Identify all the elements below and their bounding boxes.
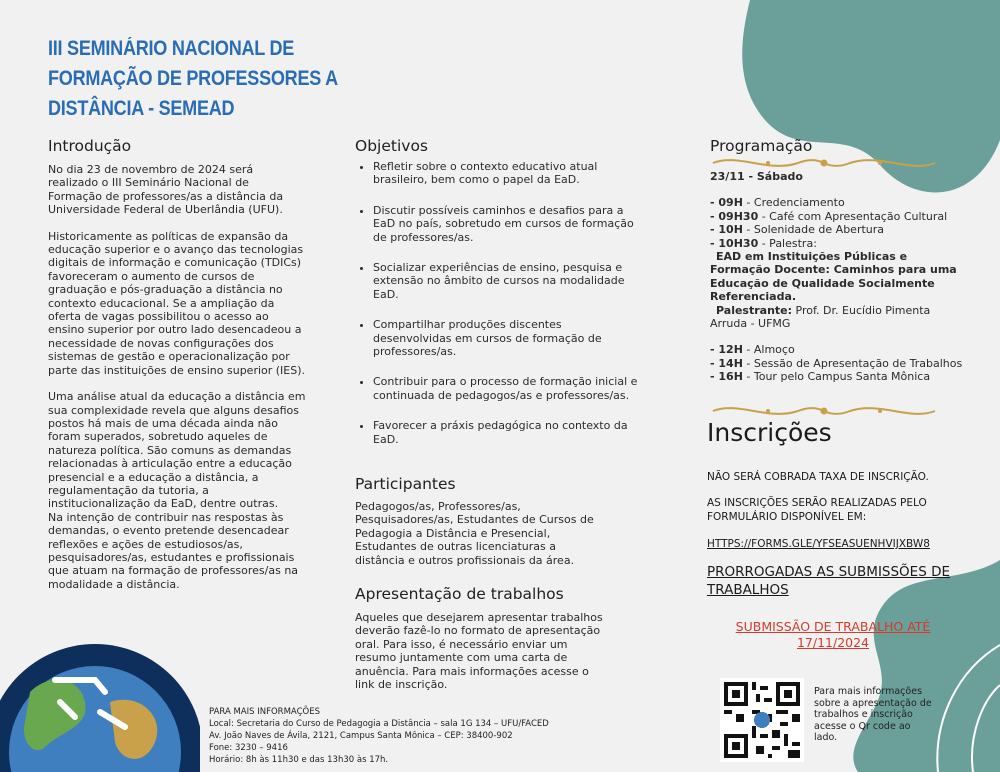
intro-paragraph-3: Uma análise atual da educação a distância em sua complexidade revela que alguns desafios postos há mais de uma década ainda não foram superados, sobretudo aqueles de natureza política. São comuns as demandas relacionadas à articulação entre a educação presencial e a educação a distância, a regulamentação da tutoria, a institucionalização da EaD, dentre outras. bbox=[48, 390, 306, 511]
participantes-text: Pedagogos/as, Professores/as, Pesquisadores/as, Estudantes de Cursos de Pedagogia a Distância e Presencial, Estudantes de outras licenciaturas a distância e outros profissionais da área. bbox=[355, 500, 594, 567]
contact-phone: Fone: 3230 – 9416 bbox=[209, 743, 288, 753]
contact-address: Av. João Naves de Ávila, 2121, Campus Santa Mônica – CEP: 38400-902 bbox=[209, 731, 513, 741]
contact-hours: Horário: 8h às 11h30 e das 13h30 às 17h. bbox=[209, 755, 389, 765]
intro-text bbox=[48, 163, 306, 591]
list-item: • Favorecer a práxis pedagógica no contexto da EaD. bbox=[373, 419, 643, 446]
apresentacao-text: Aqueles que desejarem apresentar trabalhos deverão fazê-lo no formato de apresentação oral. Para isso, é necessário enviar um resumo juntamente com uma carta de anuência. Para mais informações acesse o link de inscrição. bbox=[355, 611, 603, 692]
intro-paragraph-2: Historicamente as políticas de expansão da educação superior e o avanço das tecnologias digitais de informação e comunicação (TDICs) favoreceram o aumento de cursos de graduação e pós-graduação a distância no contexto educacional. Se a ampliação da oferta de vagas possibilitou o acesso ao ensino superior por outro lado desencadeou a necessidade de novas configurações dos sistemas de gestão e operacionalização por parte das instituições de ensino superior (IES). bbox=[48, 229, 306, 377]
no-fee-notice: NÃO SERÁ COBRADA TAXA DE INSCRIÇÃO. bbox=[707, 471, 929, 483]
schedule-desc: - Solenidade de Abertura bbox=[742, 223, 885, 237]
list-item: • Compartilhar produções discentes desenvolvidas em cursos de formação de professores/as. bbox=[373, 318, 643, 358]
schedule-item bbox=[710, 223, 970, 236]
schedule-desc: - Credenciamento bbox=[742, 196, 845, 210]
schedule-time: - 16H bbox=[710, 370, 743, 384]
intro-paragraph-1: No dia 23 de novembro de 2024 será realizado o III Seminário Nacional de Formação de professores/as a distância da Universidade Federal de Uberlândia (UFU). bbox=[48, 163, 284, 217]
intro-heading: Introdução bbox=[48, 137, 132, 155]
list-item: • Refletir sobre o contexto educativo atual brasileiro, bem como o papel da EaD. bbox=[373, 160, 643, 187]
page-title: III SEMINÁRIO NACIONAL DE FORMAÇÃO DE PROFESSORES A DISTÂNCIA - SEMEAD bbox=[48, 37, 338, 120]
schedule-time: - 10H bbox=[710, 223, 743, 237]
schedule-item bbox=[710, 343, 970, 356]
schedule-desc: - Café com Apresentação Cultural bbox=[758, 209, 948, 223]
contact-heading: PARA MAIS INFORMAÇÕES bbox=[209, 707, 320, 717]
programacao-heading: Programação bbox=[710, 137, 813, 155]
schedule-item bbox=[710, 370, 970, 383]
schedule-desc: - Palestra: bbox=[758, 236, 817, 250]
schedule-time: - 12H bbox=[710, 343, 743, 357]
list-item: • Socializar experiências de ensino, pesquisa e extensão no âmbito de cursos na modalidade EaD. bbox=[373, 261, 643, 301]
schedule-time: - 14H bbox=[710, 356, 743, 370]
schedule-item bbox=[710, 196, 970, 209]
schedule-time: - 09H bbox=[710, 196, 743, 210]
schedule-item bbox=[710, 357, 970, 370]
schedule-time: - 09H30 bbox=[710, 209, 759, 223]
form-info: AS INSCRIÇÕES SERÃO REALIZADAS PELO FORMULÁRIO DISPONÍVEL EM: bbox=[707, 497, 927, 523]
schedule-desc: - Tour pelo Campus Santa Mônica bbox=[742, 370, 931, 384]
schedule-desc: - Almoço bbox=[742, 343, 795, 357]
schedule-item bbox=[710, 237, 970, 250]
apresentacao-heading: Apresentação de trabalhos bbox=[355, 585, 564, 603]
speaker-label: Palestrante: bbox=[716, 303, 793, 317]
contact-local: Local: Secretaria do Curso de Pedagogia a Distância – sala 1G 134 – UFU/FACED bbox=[209, 719, 549, 729]
speaker-name: Prof. Dr. Eucídio Pimenta Arruda - UFMG bbox=[710, 303, 931, 331]
globe-illustration bbox=[0, 632, 200, 772]
list-item: • Discutir possíveis caminhos e desafios para a EaD no país, sobretudo em cursos de formação de professores/as. bbox=[373, 204, 643, 244]
schedule-date: 23/11 - Sábado bbox=[710, 170, 803, 183]
talk-title: EAD em Instituições Públicas e Formação Docente: Caminhos para uma Educação de Qualidade Socialmente Referenciada. bbox=[710, 250, 957, 304]
speaker bbox=[710, 304, 970, 331]
programacao-schedule bbox=[710, 170, 970, 384]
qr-code[interactable] bbox=[720, 678, 804, 762]
schedule-time: - 10H30 bbox=[710, 236, 759, 250]
intro-paragraph-4: Na intenção de contribuir nas respostas às demandas, o evento pretende desencadear reflexões e ações de estudiosos/as, pesquisadores/as, estudantes e profissionais que atuam na formação de professores/as na modalidade a distância. bbox=[48, 510, 299, 591]
qr-caption: Para mais informações sobre a apresentação de trabalhos e inscrição acesse o Qr code ao lado. bbox=[814, 686, 932, 743]
submissions-extended: PRORROGADAS AS SUBMISSÕES DE TRABALHOS bbox=[707, 564, 950, 598]
schedule-desc: - Sessão de Apresentação de Trabalhos bbox=[742, 356, 963, 370]
objetivos-list bbox=[355, 160, 643, 463]
inscricoes-heading: Inscrições bbox=[707, 418, 832, 447]
list-item: • Contribuir para o processo de formação inicial e continuada de pedagogos/as e professores/as. bbox=[373, 375, 643, 402]
contact-info bbox=[209, 706, 549, 766]
objetivos-heading: Objetivos bbox=[355, 137, 428, 155]
submission-deadline: SUBMISSÃO DE TRABALHO ATÉ 17/11/2024 bbox=[735, 619, 931, 650]
participantes-heading: Participantes bbox=[355, 475, 456, 493]
registration-link[interactable]: HTTPS://FORMS.GLE/YFSEASUENHVIJXBW8 bbox=[707, 538, 930, 550]
schedule-item bbox=[710, 210, 970, 223]
